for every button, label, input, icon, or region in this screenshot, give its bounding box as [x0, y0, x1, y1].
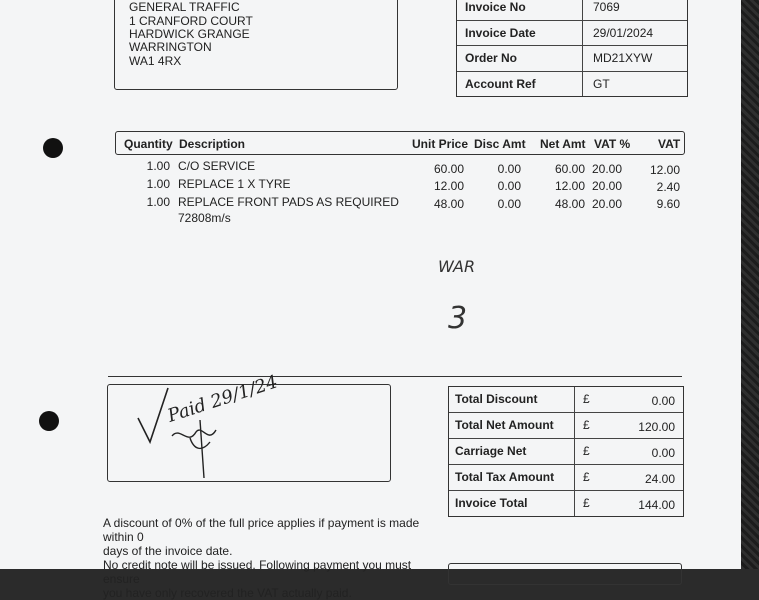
- meta-row-order-no: [457, 46, 687, 72]
- item-desc: C/O SERVICE: [178, 159, 256, 173]
- address-line: HARDWICK GRANGE: [129, 27, 250, 41]
- total-value: 120.00: [638, 420, 675, 434]
- total-value: 24.00: [644, 472, 675, 486]
- item-qty: 1.00: [146, 159, 170, 173]
- item-disc: 0.00: [497, 197, 521, 211]
- meta-label: Invoice Date: [457, 21, 583, 46]
- item-net: 60.00: [554, 162, 585, 176]
- invoice-meta-table: [456, 0, 688, 97]
- meta-label: Order No: [457, 46, 583, 71]
- item-unit-price: 48.00: [433, 197, 464, 211]
- col-description: Description: [179, 137, 246, 151]
- currency-symbol: £: [583, 418, 590, 432]
- signature-text: Paid 29/1/24: [165, 371, 281, 427]
- item-disc: 0.00: [497, 179, 521, 193]
- invoice-total-value: 144.00: [638, 498, 675, 512]
- item-vat: 12.00: [649, 163, 680, 177]
- item-desc: REPLACE FRONT PADS AS REQUIRED: [178, 195, 399, 209]
- terms-line: A discount of 0% of the full price applies if payment is made within 0: [103, 516, 420, 544]
- total-label: Total Net Amount: [449, 413, 575, 438]
- punch-hole: [43, 138, 63, 158]
- meta-label: Invoice No: [457, 0, 583, 20]
- invoice-number: 7069: [593, 0, 620, 14]
- total-value: 0.00: [651, 446, 675, 460]
- address-line: WA1 4RX: [129, 54, 182, 68]
- order-number: MD21XYW: [593, 51, 653, 65]
- footer-box: [448, 563, 682, 585]
- punch-hole: [39, 411, 59, 431]
- address-line: WARRINGTON: [129, 40, 212, 54]
- items-header: [115, 131, 685, 155]
- item-vat: 9.60: [656, 197, 680, 211]
- item-desc: REPLACE 1 X TYRE: [178, 177, 291, 191]
- terms-line: No credit note will be issued. Following payment you must ensure: [103, 558, 412, 586]
- total-row-invoice-total: [449, 491, 683, 516]
- currency-symbol: £: [583, 470, 590, 484]
- item-disc: 0.00: [497, 162, 521, 176]
- item-note: 72808m/s: [178, 211, 231, 225]
- col-net-amt: Net Amt: [540, 137, 586, 151]
- item-vat: 2.40: [656, 180, 680, 194]
- item-net: 12.00: [554, 179, 585, 193]
- item-qty: 1.00: [146, 177, 170, 191]
- col-vat-pct: VAT %: [594, 137, 631, 151]
- col-disc-amt: Disc Amt: [474, 137, 526, 151]
- payment-terms: [103, 516, 443, 600]
- totals-table: [448, 386, 684, 517]
- total-row-discount: [449, 387, 683, 413]
- total-label: Total Discount: [449, 387, 575, 412]
- terms-line: days of the invoice date.: [103, 544, 233, 558]
- handwritten-note: [436, 254, 506, 334]
- item-net: 48.00: [554, 197, 585, 211]
- item-vat-pct: 20.00: [591, 179, 622, 193]
- address-line: 1 CRANFORD COURT: [129, 14, 253, 28]
- currency-symbol: £: [583, 444, 590, 458]
- meta-label: Account Ref: [457, 72, 583, 97]
- handwritten-war: WAR: [438, 257, 476, 276]
- col-vat: VAT: [658, 137, 681, 151]
- total-value: 0.00: [651, 394, 675, 408]
- account-ref: GT: [593, 76, 610, 91]
- currency-symbol: £: [583, 496, 590, 510]
- total-label: Total Tax Amount: [449, 465, 575, 490]
- total-label: Carriage Net: [449, 439, 575, 464]
- invoice-date: 29/01/2024: [593, 25, 654, 40]
- item-qty: 1.00: [146, 195, 170, 209]
- col-unit-price: Unit Price: [412, 137, 469, 151]
- address-line: GENERAL TRAFFIC: [129, 0, 240, 14]
- signature: [130, 371, 290, 490]
- currency-symbol: £: [583, 392, 590, 406]
- item-vat-pct: 20.00: [591, 162, 622, 176]
- item-vat-pct: 20.00: [591, 197, 622, 211]
- total-row-tax: [449, 465, 683, 491]
- handwritten-number: 3: [448, 301, 468, 336]
- total-label: Invoice Total: [449, 491, 575, 516]
- meta-row-account-ref: [457, 72, 687, 97]
- divider-line: [108, 376, 682, 377]
- total-row-net: [449, 413, 683, 439]
- item-unit-price: 12.00: [433, 179, 464, 193]
- item-unit-price: 60.00: [433, 162, 464, 176]
- terms-line: you have only recovered the VAT actually paid.: [103, 586, 352, 600]
- meta-row-invoice-date: [457, 21, 687, 47]
- col-quantity: Quantity: [124, 137, 173, 151]
- meta-row-invoice-no: [457, 0, 687, 21]
- total-row-carriage: [449, 439, 683, 465]
